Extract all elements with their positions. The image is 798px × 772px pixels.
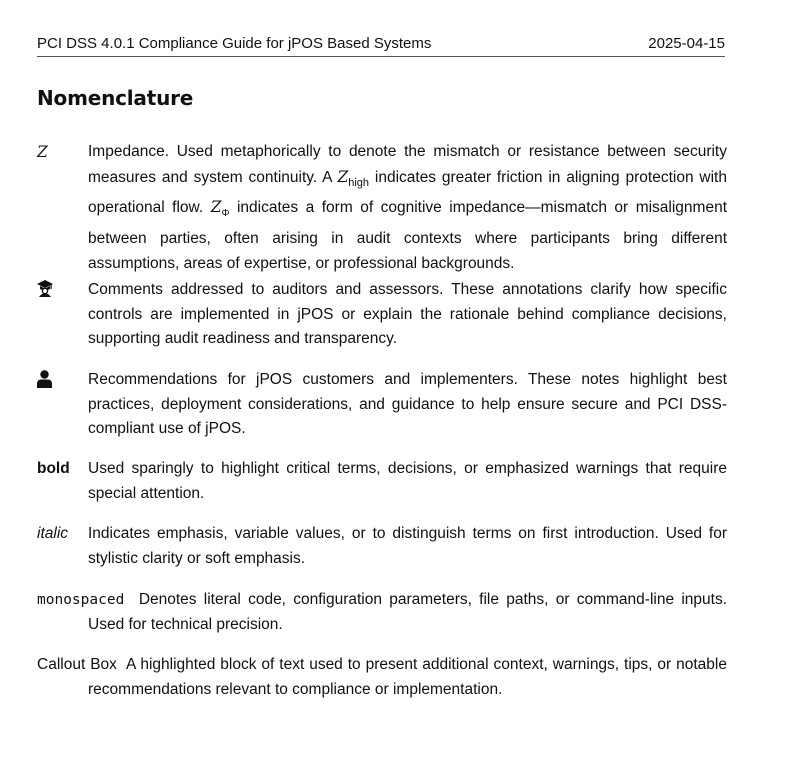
description-bold: Used sparingly to highlight critical terms, decisions, or emphasized warnings that require special attention. xyxy=(88,460,727,502)
description-callout-box: A highlighted block of text used to present additional context, warnings, tips, or notable recommendations relevant to compliance or implementation. xyxy=(88,656,727,698)
entry-monospaced xyxy=(37,588,727,637)
user-icon xyxy=(37,370,52,388)
description-impedance: Impedance. Used metaphorically to denote the mismatch or resistance between security measures and system continuity. A $Z_{high}$ indicates greater friction in aligning protection with operational flow. $Z_\Phi$ indicates a form of cognitive impedance—mismatch or misalignment between parties, often arising in audit contexts where participants bring different assumptions, areas of expertise, or professional backgrounds. xyxy=(88,143,728,272)
term-callout-box: Callout Box xyxy=(37,656,117,673)
document-date: 2025-04-15 xyxy=(648,35,725,52)
term-impedance: Z xyxy=(37,143,48,161)
entry-callout-box xyxy=(37,653,727,702)
term-italic: italic xyxy=(37,525,69,542)
entry-bold xyxy=(37,457,727,506)
entry-impedance xyxy=(37,140,727,276)
entry-customer xyxy=(37,368,727,442)
graduation-cap-icon xyxy=(37,280,53,297)
description-auditor: Comments addressed to auditors and assessors. These annotations clarify how specific controls are implemented in jPOS or explain the rationale behind compliance decisions, supporting audit readiness and transparency. xyxy=(88,281,727,348)
section-title: Nomenclature xyxy=(37,86,194,110)
entry-auditor xyxy=(37,278,727,352)
term-bold: bold xyxy=(37,460,70,477)
term-monospaced: monospaced xyxy=(37,592,125,608)
description-italic: Indicates emphasis, variable values, or to distinguish terms on first introduction. Used for stylistic clarity or soft emphasis. xyxy=(88,525,727,567)
description-customer: Recommendations for jPOS customers and implementers. These notes highlight best practices, deployment considerations, and guidance to help ensure secure and PCI DSS-compliant use of jPOS. xyxy=(88,371,727,438)
document-title: PCI DSS 4.0.1 Compliance Guide for jPOS Based Systems xyxy=(37,35,432,52)
entry-italic xyxy=(37,522,727,571)
page-header xyxy=(37,35,725,57)
description-monospaced: Denotes literal code, configuration parameters, file paths, or command-line inputs. Used for technical precision. xyxy=(88,591,727,633)
